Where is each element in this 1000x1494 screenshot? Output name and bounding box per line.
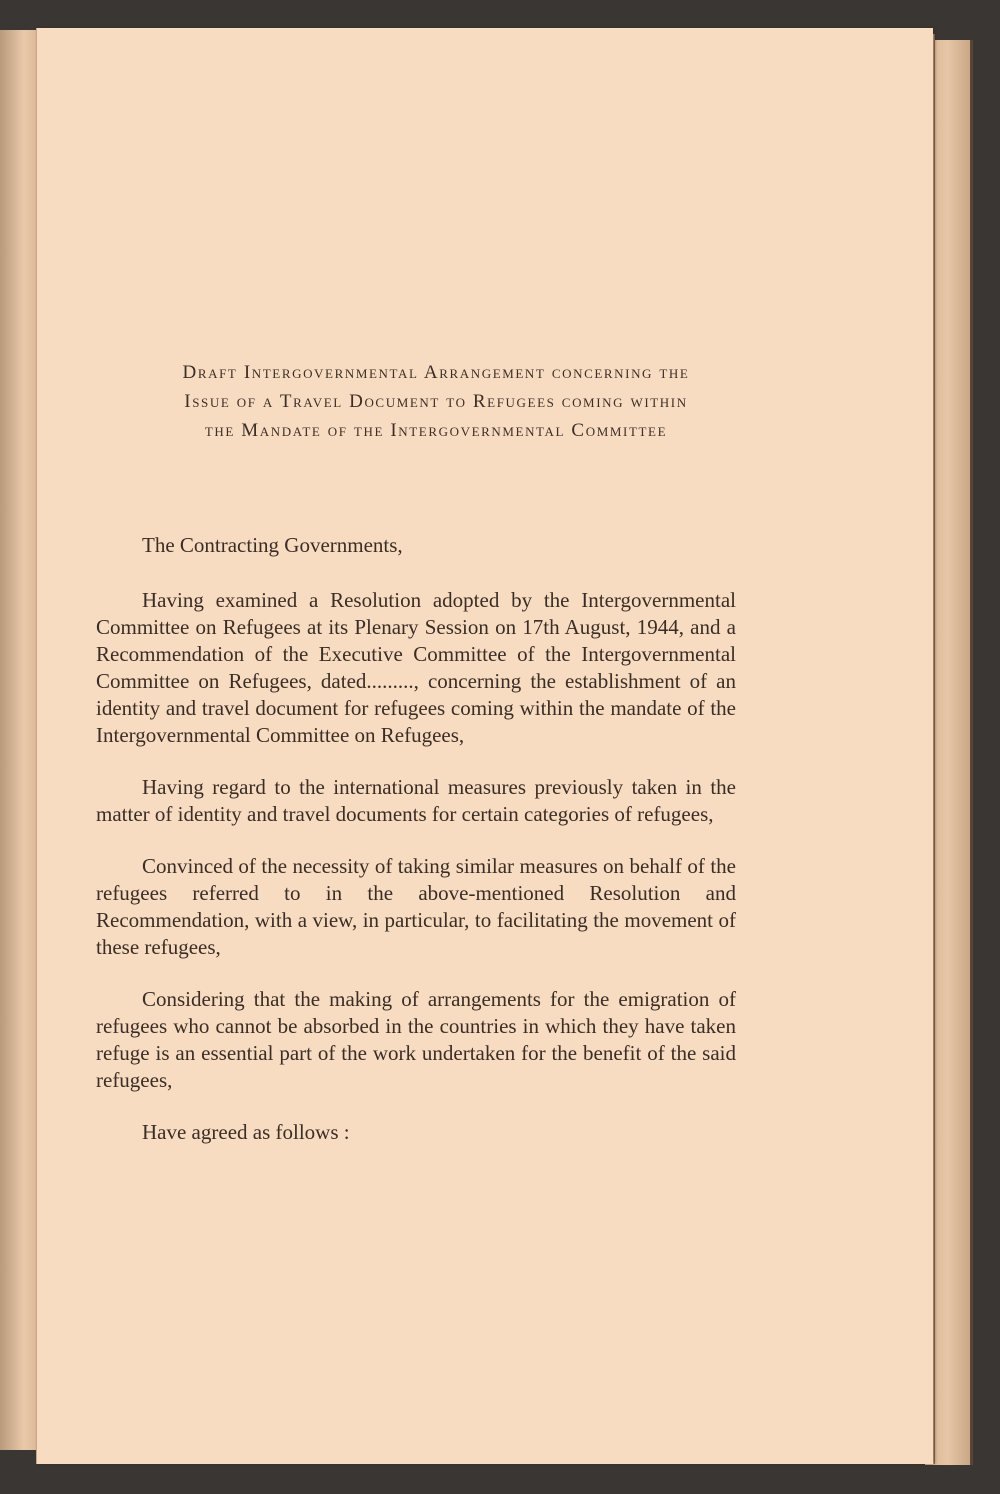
- document-title: [96, 358, 776, 445]
- opening-line: The Contracting Governments,: [142, 533, 403, 557]
- title-line-2: Issue of a Travel Document to Refugees coming within: [184, 391, 688, 412]
- title-line-1: Draft Intergovernmental Arrangement concerning the: [182, 362, 690, 383]
- paragraph-convinced: Convinced of the necessity of taking similar measures on behalf of the refugees referred to in the above-mentioned Resolution and Recommendation, with a view, in particular, to facilitating the movement of these refugees,: [96, 854, 736, 959]
- closing-line: Have agreed as follows :: [142, 1120, 350, 1144]
- paragraph-considering: Considering that the making of arrangements for the emigration of refugees who cannot be absorbed in the countries in which they have taken refuge is an essential part of the work undertaken for the benefit of the said refugees,: [96, 987, 736, 1092]
- document-body: [96, 532, 736, 1171]
- paragraph-having-regard: Having regard to the international measures previously taken in the matter of identity and travel documents for certain categories of refugees,: [96, 775, 736, 826]
- title-line-3: the Mandate of the Intergovernmental Committee: [204, 420, 668, 441]
- paragraph-having-examined: Having examined a Resolution adopted by the Intergovernmental Committee on Refugees at its Plenary Session on 17th August, 1944, and a Recommendation of the Executive Committee of the Intergovernmental Committee on Refugees, dated........., concerning the establishment of an identity and travel document for refugees coming within the mandate of the Intergovernmental Committee on Refugees,: [96, 588, 736, 747]
